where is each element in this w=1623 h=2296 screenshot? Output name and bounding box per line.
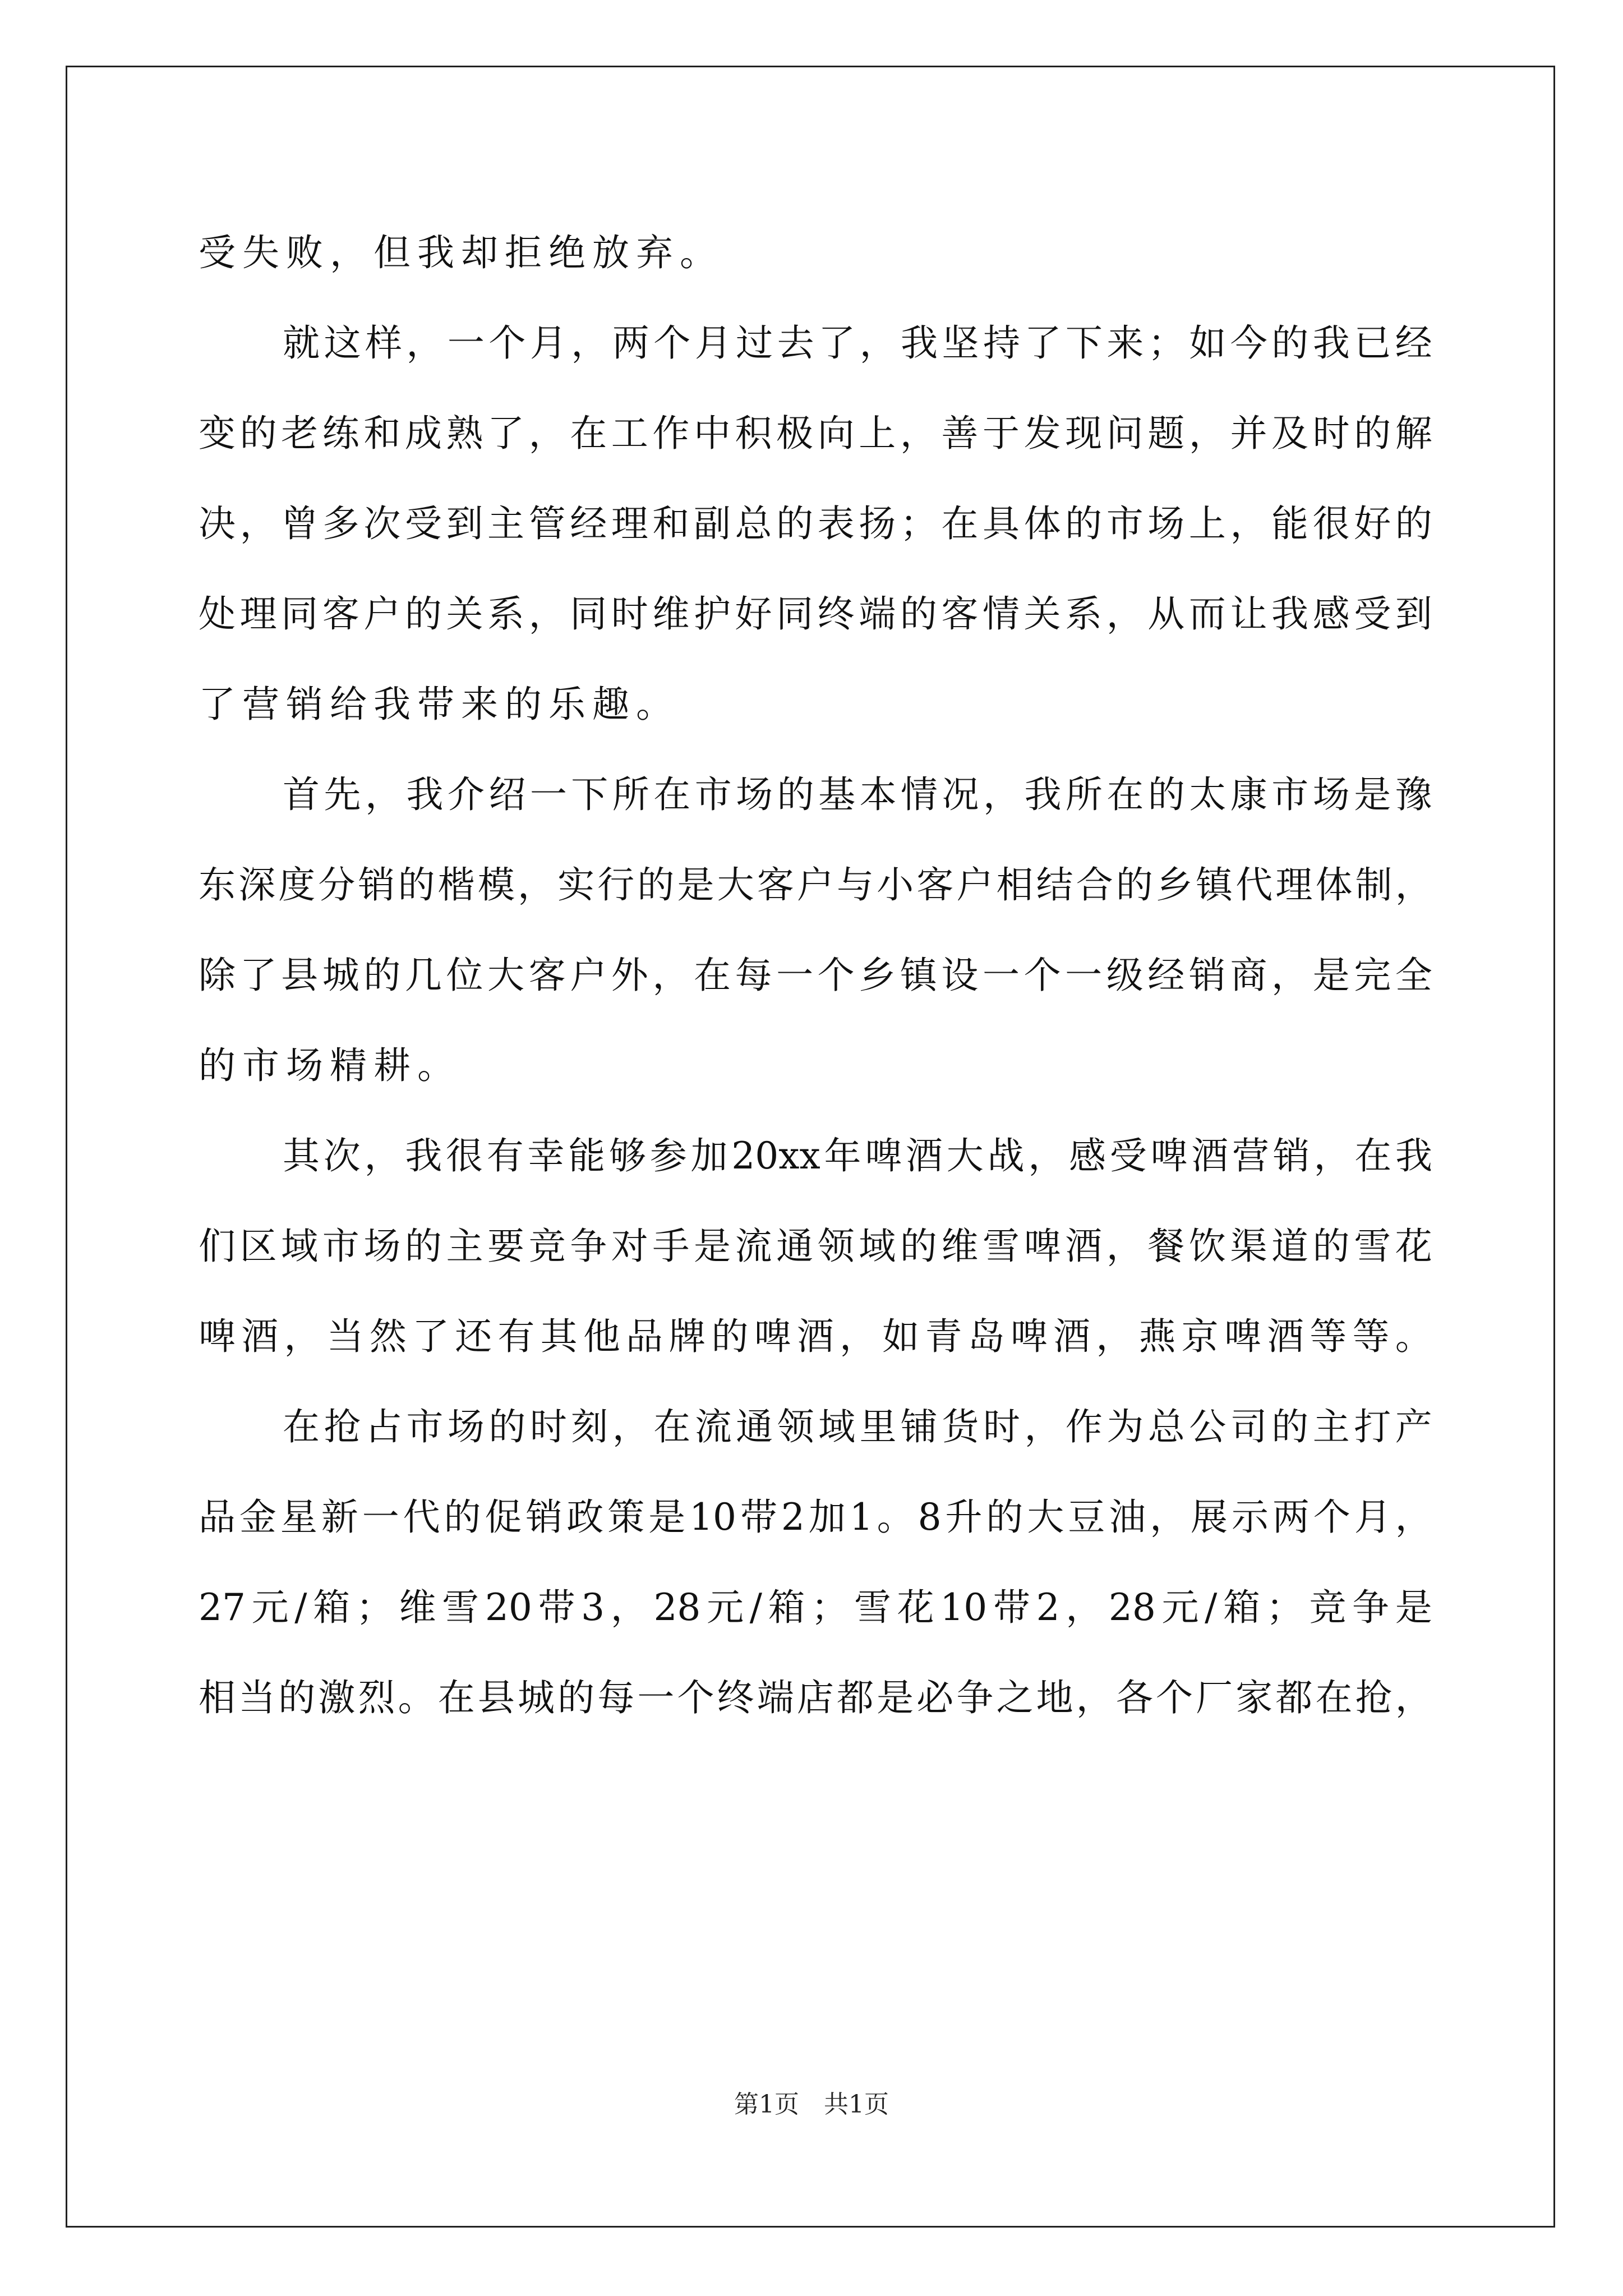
text-line: 其 次 ， 我 很 有 幸 能 够 参 加 20xx 年 啤 酒 大 战 ， 感 受 啤 酒 营 销 ， 在 我 [283, 1134, 1432, 1177]
text-line: 首 先 ， 我 介 绍 一 下 所 在 市 场 的 基 本 情 况 ， 我 所 在 的 太 康 市 场 是 豫 [283, 773, 1432, 816]
text-line: 受失败，但我却拒绝放弃。 [199, 231, 723, 274]
text-line: 决 ， 曾 多 次 受 到 主 管 经 理 和 副 总 的 表 扬 ； 在 具 体 的 市 场 上 ， 能 很 好 的 [199, 502, 1432, 545]
text-line: 27 元 / 箱 ； 维 雪 20 带 3 ， 28 元 / 箱 ； 雪 花 10 带 2 ， 28 元 / 箱 ； 竞 争 是 [199, 1586, 1432, 1629]
text-line: 啤 酒 ， 当 然 了 还 有 其 他 品 牌 的 啤 酒 ， 如 青 岛 啤 酒 ， 燕 京 啤 酒 等 等 。 [199, 1315, 1432, 1358]
text-line: 了营销给我带来的乐趣。 [199, 683, 680, 726]
text-line: 除 了 县 城 的 几 位 大 客 户 外 ， 在 每 一 个 乡 镇 设 一 个 一 级 经 销 商 ， 是 完 全 [199, 954, 1432, 997]
text-line: 的市场精耕。 [199, 1044, 461, 1087]
text-line: 品 金 星 新 一 代 的 促 销 政 策 是 10 带 2 加 1 。 8 升 的 大 豆 油 ， 展 示 两 个 月 ， [199, 1496, 1432, 1539]
text-line: 变 的 老 练 和 成 熟 了 ， 在 工 作 中 积 极 向 上 ， 善 于 发 现 问 题 ， 并 及 时 的 解 [199, 412, 1432, 455]
text-line: 相 当 的 激 烈 。 在 县 城 的 每 一 个 终 端 店 都 是 必 争 之 地 ， 各 个 厂 家 都 在 抢 ， [199, 1676, 1432, 1719]
text-line: 处 理 同 客 户 的 关 系 ， 同 时 维 护 好 同 终 端 的 客 情 关 系 ， 从 而 让 我 感 受 到 [199, 592, 1432, 636]
page-number-footer: 第1页 共1页 [734, 2090, 889, 2119]
document-body [199, 208, 1432, 1743]
text-line: 在 抢 占 市 场 的 时 刻 ， 在 流 通 领 域 里 铺 货 时 ， 作 为 总 公 司 的 主 打 产 [283, 1405, 1432, 1448]
text-line: 就 这 样 ， 一 个 月 ， 两 个 月 过 去 了 ， 我 坚 持 了 下 来 ； 如 今 的 我 已 经 [283, 321, 1432, 365]
text-line: 东 深 度 分 销 的 楷 模 ， 实 行 的 是 大 客 户 与 小 客 户 相 结 合 的 乡 镇 代 理 体 制 ， [199, 863, 1432, 907]
text-line: 们 区 域 市 场 的 主 要 竞 争 对 手 是 流 通 领 域 的 维 雪 啤 酒 ， 餐 饮 渠 道 的 雪 花 [199, 1225, 1432, 1268]
